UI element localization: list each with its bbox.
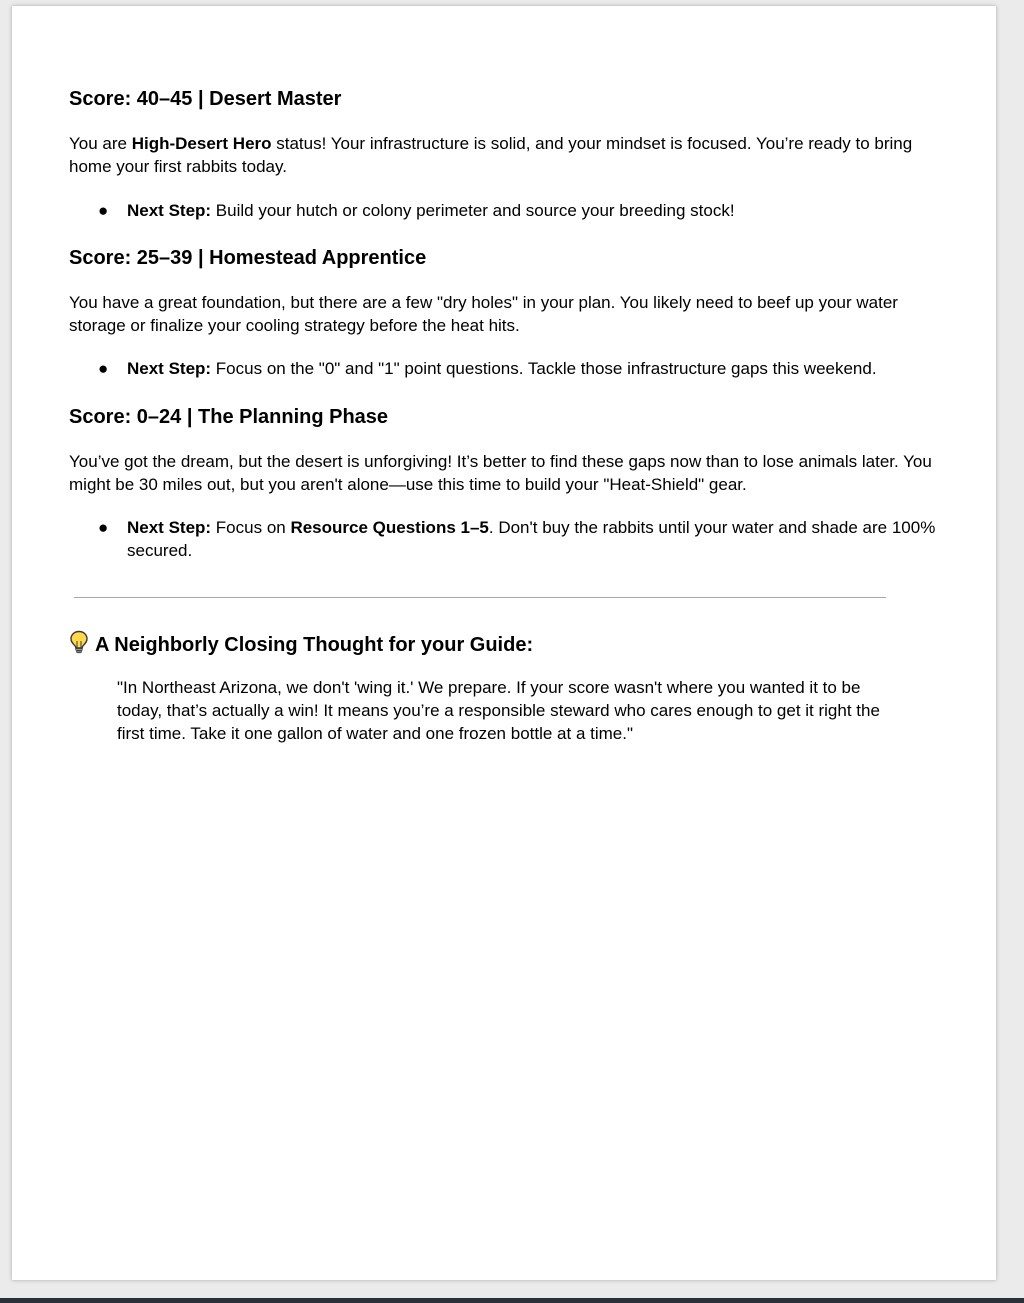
paragraph-planning-phase: You’ve got the dream, but the desert is unforgiving! It’s better to find these gaps now than to lose animals later. You might be 30 miles out, but you aren't alone—use this time to build your "Heat-Shield" gear. [69, 452, 932, 494]
bold-resource-questions: Resource Questions 1–5 [290, 518, 489, 537]
closing-heading-text: A Neighborly Closing Thought for your Guide: [95, 634, 534, 656]
next-step-planning-phase: Next Step: Focus on Resource Questions 1–5. Don't buy the rabbits until your water and shade are 100% secured. [127, 518, 936, 560]
document-page [12, 6, 996, 1280]
horizontal-divider [74, 597, 886, 598]
lightbulb-icon [69, 630, 89, 660]
next-step-label: Next Step: [127, 518, 212, 537]
next-step-desert-master: Next Step: Build your hutch or colony perimeter and source your breeding stock! [127, 201, 735, 220]
heading-planning-phase: Score: 0–24 | The Planning Phase [69, 406, 389, 428]
heading-homestead-apprentice: Score: 25–39 | Homestead Apprentice [69, 247, 427, 269]
paragraph-homestead-apprentice: You have a great foundation, but there are a few "dry holes" in your plan. You likely need to beef up your water storage or finalize your cooling strategy before the heat hits. [69, 293, 898, 335]
bullet-icon: ● [98, 201, 109, 220]
next-step-label: Next Step: [127, 359, 212, 378]
paragraph-desert-master: You are High-Desert Hero status! Your infrastructure is solid, and your mindset is focused. You’re ready to bring home your first rabbits today. [69, 134, 913, 176]
bullet-icon: ● [98, 518, 109, 537]
next-step-label: Next Step: [127, 201, 212, 220]
bold-high-desert-hero: High-Desert Hero [131, 134, 272, 153]
next-step-homestead-apprentice: Next Step: Focus on the "0" and "1" point questions. Tackle those infrastructure gaps this weekend. [127, 359, 877, 378]
viewer-bottom-bar [0, 1298, 1024, 1303]
closing-quote: "In Northeast Arizona, we don't 'wing it.' We prepare. If your score wasn't where you wanted it to be today, that’s actually a win! It means you’re a responsible steward who cares enough to get it right the first time. Take it one gallon of water and one frozen bottle at a time." [117, 678, 880, 743]
closing-heading [69, 630, 533, 660]
heading-desert-master: Score: 40–45 | Desert Master [69, 88, 342, 110]
bullet-icon: ● [98, 359, 109, 378]
